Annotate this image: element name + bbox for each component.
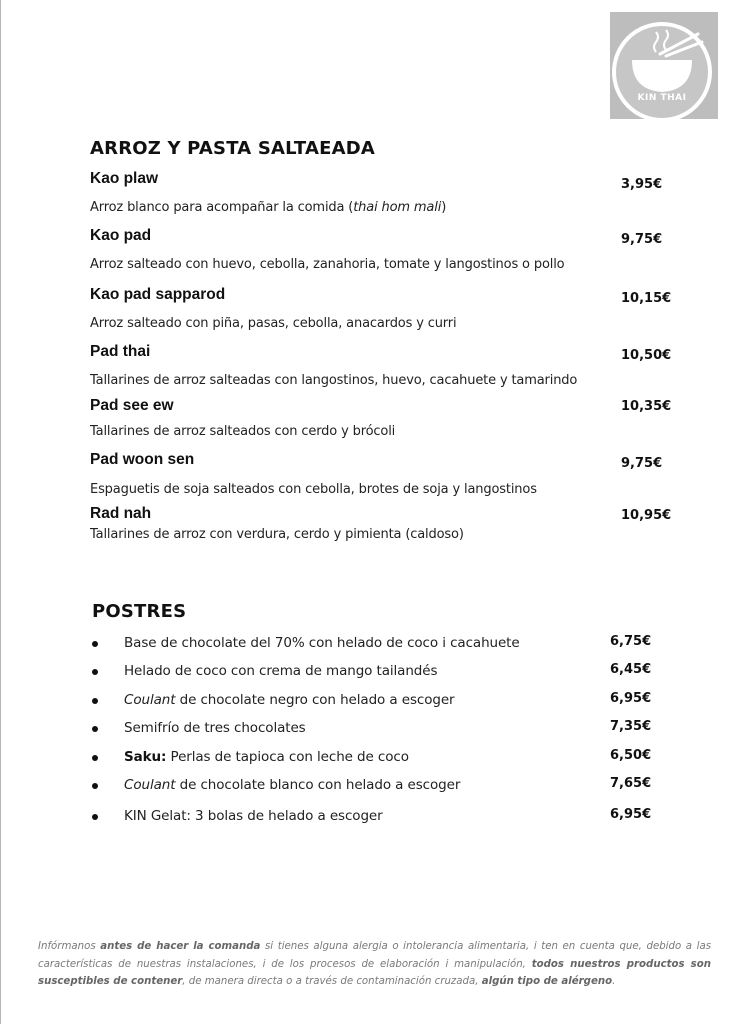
dessert-price: 6,75€ <box>610 634 652 649</box>
dish-description-text: Arroz blanco para acompañar la comida ( <box>90 200 354 215</box>
dish-description <box>90 373 577 388</box>
dish-item <box>90 397 670 437</box>
kin-thai-logo <box>610 12 718 119</box>
dessert-italic-label: Coulant <box>124 777 176 793</box>
dish-description-text: Espaguetis de soja salteados con cebolla, brotes de soja y langostinos <box>90 482 537 497</box>
dish-name: Kao pad sapparod <box>90 286 226 303</box>
dish-description-text: Tallarines de arroz salteados con cerdo y brócoli <box>90 424 396 439</box>
dish-name: Pad thai <box>90 343 151 360</box>
dish-description-end: ) <box>441 200 447 215</box>
dessert-item <box>88 808 658 830</box>
dish-description-text: Arroz salteado con piña, pasas, cebolla, anacardos y curri <box>90 316 457 331</box>
dessert-price: 6,45€ <box>610 662 652 677</box>
bullet-icon <box>92 641 98 647</box>
dish-item <box>90 170 670 215</box>
dish-name: Kao pad <box>90 227 152 244</box>
dish-description <box>90 316 456 331</box>
dish-description-text: Arroz salteado con huevo, cebolla, zanahoria, tomate y langostinos o pollo <box>90 257 565 272</box>
dish-description <box>90 200 446 215</box>
dish-description-text: Tallarines de arroz con verdura, cerdo y pimienta (caldoso) <box>90 527 464 542</box>
dessert-text: Base de chocolate del 70% con helado de coco i cacahuete <box>124 635 520 651</box>
dessert-italic-label: Coulant <box>124 692 176 708</box>
disclaimer-bold-2: todos nuestros productos son susceptibles de contener <box>38 958 711 987</box>
dish-description <box>90 482 537 497</box>
dish-price: 3,95€ <box>621 177 663 192</box>
dessert-description <box>124 720 306 736</box>
dish-price: 10,15€ <box>621 291 672 306</box>
dessert-description <box>124 635 520 651</box>
dish-description <box>90 424 395 439</box>
dessert-text: de chocolate negro con helado a escoger <box>175 692 455 708</box>
dish-name: Kao plaw <box>90 170 159 187</box>
disclaimer-bold-3: algún tipo de alérgeno <box>481 976 613 987</box>
dessert-item <box>88 749 658 771</box>
dish-description <box>90 527 464 542</box>
dessert-description <box>124 777 460 793</box>
dish-item <box>90 227 670 272</box>
logo-text: KIN THAI <box>637 93 687 103</box>
dessert-description <box>124 749 409 765</box>
dessert-description <box>124 808 383 824</box>
dessert-price: 6,95€ <box>610 691 652 706</box>
dish-price: 9,75€ <box>621 456 663 471</box>
dish-description <box>90 257 564 272</box>
dish-price: 10,35€ <box>621 399 672 414</box>
section-title-desserts: POSTRES <box>92 601 187 622</box>
dessert-price: 6,95€ <box>610 807 652 822</box>
dessert-text: KIN Gelat: 3 bolas de helado a escoger <box>124 808 383 824</box>
dessert-item <box>88 692 658 714</box>
allergen-disclaimer <box>38 938 711 991</box>
disclaimer-bold-1: antes de hacer la comanda <box>100 941 261 952</box>
disclaimer-text-1: Infórmanos <box>38 941 101 952</box>
disclaimer-text-3: , de manera directa o a través de contaminación cruzada, <box>182 976 482 987</box>
dessert-item <box>88 663 658 685</box>
bullet-icon <box>92 698 98 704</box>
dessert-description <box>124 663 437 679</box>
dish-price: 10,50€ <box>621 348 672 363</box>
dish-description-italic: thai hom mali <box>353 200 442 215</box>
dish-description-text: Tallarines de arroz salteadas con langostinos, huevo, cacahuete y tamarindo <box>90 373 578 388</box>
dish-price: 10,95€ <box>621 508 672 523</box>
dessert-price: 7,35€ <box>610 719 652 734</box>
dessert-bold-label: Saku: <box>124 749 167 765</box>
dessert-text: Semifrío de tres chocolates <box>124 720 306 736</box>
disclaimer-text-2: si tienes alguna alergia o intolerancia alimentaria, i ten en cuenta que, debido a las características de nuestras instalaciones, i de los procesos de elaboración i manipulación, <box>38 941 711 970</box>
dish-item <box>90 505 670 545</box>
dish-item <box>90 286 672 331</box>
dessert-item <box>88 635 658 657</box>
dessert-price: 7,65€ <box>610 776 652 791</box>
dish-name: Pad see ew <box>90 397 174 414</box>
dessert-description <box>124 692 455 708</box>
dessert-item <box>88 720 658 742</box>
bullet-icon <box>92 726 98 732</box>
page-edge-line <box>0 0 1 1024</box>
dessert-item <box>88 777 658 799</box>
dessert-text: Perlas de tapioca con leche de coco <box>166 749 409 765</box>
dessert-text: Helado de coco con crema de mango tailandés <box>124 663 438 679</box>
dish-item <box>90 451 670 497</box>
bullet-icon <box>92 755 98 761</box>
bullet-icon <box>92 783 98 789</box>
disclaimer-text-4: . <box>612 976 616 987</box>
dessert-price: 6,50€ <box>610 748 652 763</box>
bullet-icon <box>92 814 98 820</box>
dish-price: 9,75€ <box>621 232 663 247</box>
dish-item <box>90 343 672 388</box>
section-title-rice: ARROZ Y PASTA SALTAEADA <box>90 138 375 159</box>
dessert-text: de chocolate blanco con helado a escoger <box>175 777 461 793</box>
bullet-icon <box>92 669 98 675</box>
dish-name: Rad nah <box>90 505 152 522</box>
dish-name: Pad woon sen <box>90 451 195 468</box>
